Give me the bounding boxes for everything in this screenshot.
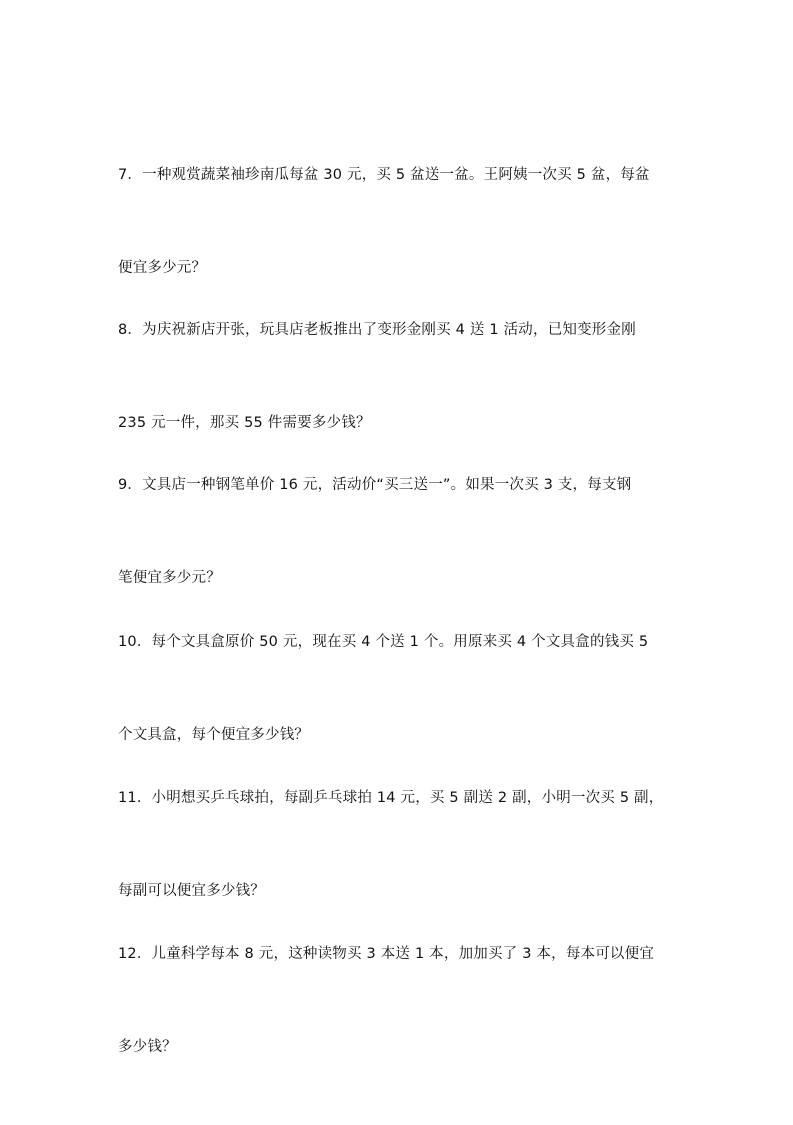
problem-7-line-2: 便宜多少元？ (118, 260, 207, 276)
problem-12-line-1: 12．儿童科学每本 8 元，这种读物买 3 本送 1 本，加加买了 3 本，每本可以便宜 (118, 946, 655, 962)
problem-8-line-2: 235 元一件，那买 55 件需要多少钱？ (118, 415, 371, 431)
problem-12-line-2: 多少钱？ (118, 1039, 177, 1055)
problem-9-line-1: 9．文具店一种钢笔单价 16 元，活动价“买三送一”。如果一次买 3 支，每支钢 (118, 477, 632, 493)
problem-9-line-2: 笔便宜多少元？ (118, 570, 221, 586)
problem-10-line-1: 10．每个文具盒原价 50 元，现在买 4 个送 1 个。用原来买 4 个文具盒的钱买 5 (118, 634, 649, 650)
problem-11-line-1: 11．小明想买乒乓球拍，每副乒乓球拍 14 元，买 5 副送 2 副，小明一次买 5 副， (118, 790, 664, 806)
problem-8-line-1: 8．为庆祝新店开张，玩具店老板推出了变形金刚买 4 送 1 活动，已知变形金刚 (118, 322, 636, 338)
problem-11-line-2: 每副可以便宜多少钱？ (118, 883, 265, 899)
problem-7-line-1: 7．一种观赏蔬菜袖珍南瓜每盆 30 元，买 5 盆送一盆。王阿姨一次买 5 盆，每盆 (118, 167, 650, 183)
problem-10-line-2: 个文具盒，每个便宜多少钱？ (118, 727, 310, 743)
problem-12 (118, 877, 678, 1125)
